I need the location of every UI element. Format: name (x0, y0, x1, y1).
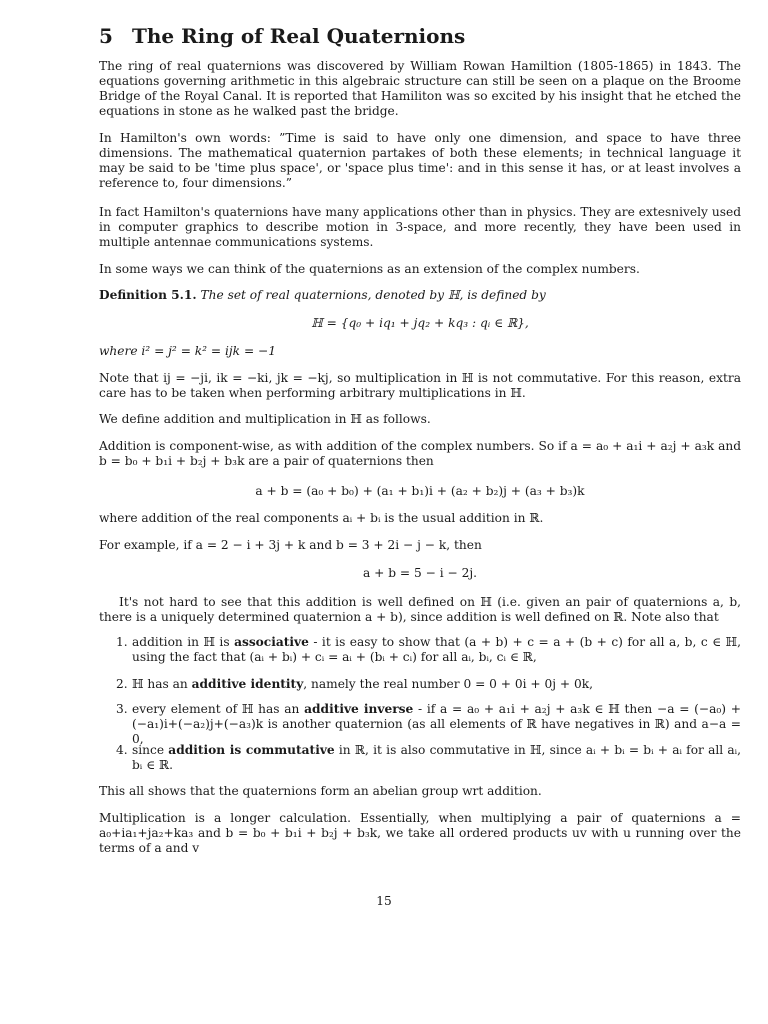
definition-where-clause: where i² = j² = k² = ijk = −1 (99, 344, 276, 358)
addition-formula: a + b = (a₀ + b₀) + (a₁ + b₁)i + (a₂ + b₂)j + (a₃ + b₃)k (255, 484, 585, 498)
definition-label: Definition 5.1. (99, 288, 197, 302)
list-item-associative: 1. addition in ℍ is associative - it is easy to show that (a + b) + c = a + (b + c) for all a, b, c ∈ ℍ, using the fact that (aᵢ + bᵢ) + cᵢ = aᵢ + (bᵢ + cᵢ) for all aᵢ, bᵢ, cᵢ ∈ ℝ, (116, 635, 741, 664)
noncommutative-note: Note that ij = −ji, ik = −ki, jk = −kj, so multiplication in ℍ is not commutative. For this reason, extra care has to be taken when performing arbitrary multiplications in ℍ. (99, 371, 741, 400)
list-item-keyword: additive inverse (304, 702, 414, 716)
list-marker: 4. (116, 743, 128, 757)
section-title: The Ring of Real Quaternions (132, 24, 466, 48)
extension-paragraph: In some ways we can think of the quaternions as an extension of the complex numbers. (99, 262, 640, 276)
list-item-commutative: 4. since addition is commutative in ℝ, it is also commutative in ℍ, since aᵢ + bᵢ = bᵢ + aᵢ for all aᵢ, bᵢ ∈ ℝ. (116, 743, 741, 772)
list-item-keyword: associative (234, 635, 309, 649)
list-marker: 3. (116, 702, 128, 716)
definition-text: The set of real quaternions, denoted by ℍ, is defined by (200, 288, 546, 302)
define-operations-sentence: We define addition and multiplication in ℍ as follows. (99, 412, 431, 426)
section-heading (99, 24, 465, 48)
definition-statement (99, 288, 741, 303)
list-item-additive-inverse: 3. every element of ℍ has an additive inverse - if a = a₀ + a₁i + a₂j + a₃k ∈ ℍ then −a = (−a₀) + (−a₁)i+(−a₂)j+(−a₃)k is another quaternion (as all elements of ℝ have negatives in ℝ) and a−a = 0, (116, 702, 741, 746)
list-item-keyword: addition is commutative (168, 743, 335, 757)
page-number: 15 (376, 894, 392, 908)
section-number: 5 (99, 24, 113, 48)
list-item-keyword: additive identity (191, 677, 304, 691)
example-formula: a + b = 5 − i − 2j. (363, 566, 477, 580)
quaternion-set-formula: ℍ = {q₀ + iq₁ + jq₂ + kq₃ : qᵢ ∈ ℝ}, (311, 316, 529, 330)
well-defined-paragraph: It's not hard to see that this addition is well defined on ℍ (i.e. given an pair of quaternions a, b, there is a uniquely determined quaternion a + b), since addition is well defined on ℝ. Note also that (99, 595, 741, 624)
list-marker: 1. (116, 635, 128, 649)
hamilton-quote-paragraph: In Hamilton's own words: ”Time is said to have only one dimension, and space to have three dimensions. The mathematical quaternion partakes of both these elements; in technical language it may be said to be 'time plus space', or 'space plus time': and in this sense it has, or at least involves a reference to, four dimensions.” (99, 131, 741, 190)
abelian-group-sentence: This all shows that the quaternions form an abelian group wrt addition. (99, 784, 542, 798)
intro-paragraph: The ring of real quaternions was discovered by William Rowan Hamiltion (1805-1865) in 1843. The equations governing arithmetic in this algebraic structure can still be seen on a plaque on the Broome Bridge of the Royal Canal. It is reported that Hamiliton was so excited by his insight that he etched the equations in stone as he walked past the bridge. (99, 59, 741, 118)
addition-after-text: where addition of the real components aᵢ + bᵢ is the usual addition in ℝ. (99, 511, 544, 525)
list-marker: 2. (116, 677, 128, 691)
example-text: For example, if a = 2 − i + 3j + k and b = 3 + 2i − j − k, then (99, 538, 482, 552)
list-item-additive-identity: 2. ℍ has an additive identity, namely the real number 0 = 0 + 0i + 0j + 0k, (116, 677, 593, 691)
applications-paragraph: In fact Hamilton's quaternions have many applications other than in physics. They are extesnively used in computer graphics to describe motion in 3-space, and more recently, they have been used in multiple antennae communications systems. (99, 205, 741, 249)
addition-intro-paragraph: Addition is component-wise, as with addition of the complex numbers. So if a = a₀ + a₁i + a₂j + a₃k and b = b₀ + b₁i + b₂j + b₃k are a pair of quaternions then (99, 439, 741, 468)
multiplication-paragraph: Multiplication is a longer calculation. Essentially, when multiplying a pair of quaternions a = a₀+ia₁+ja₂+ka₃ and b = b₀ + b₁i + b₂j + b₃k, we take all ordered products uv with u running over the terms of a and v (99, 811, 741, 855)
